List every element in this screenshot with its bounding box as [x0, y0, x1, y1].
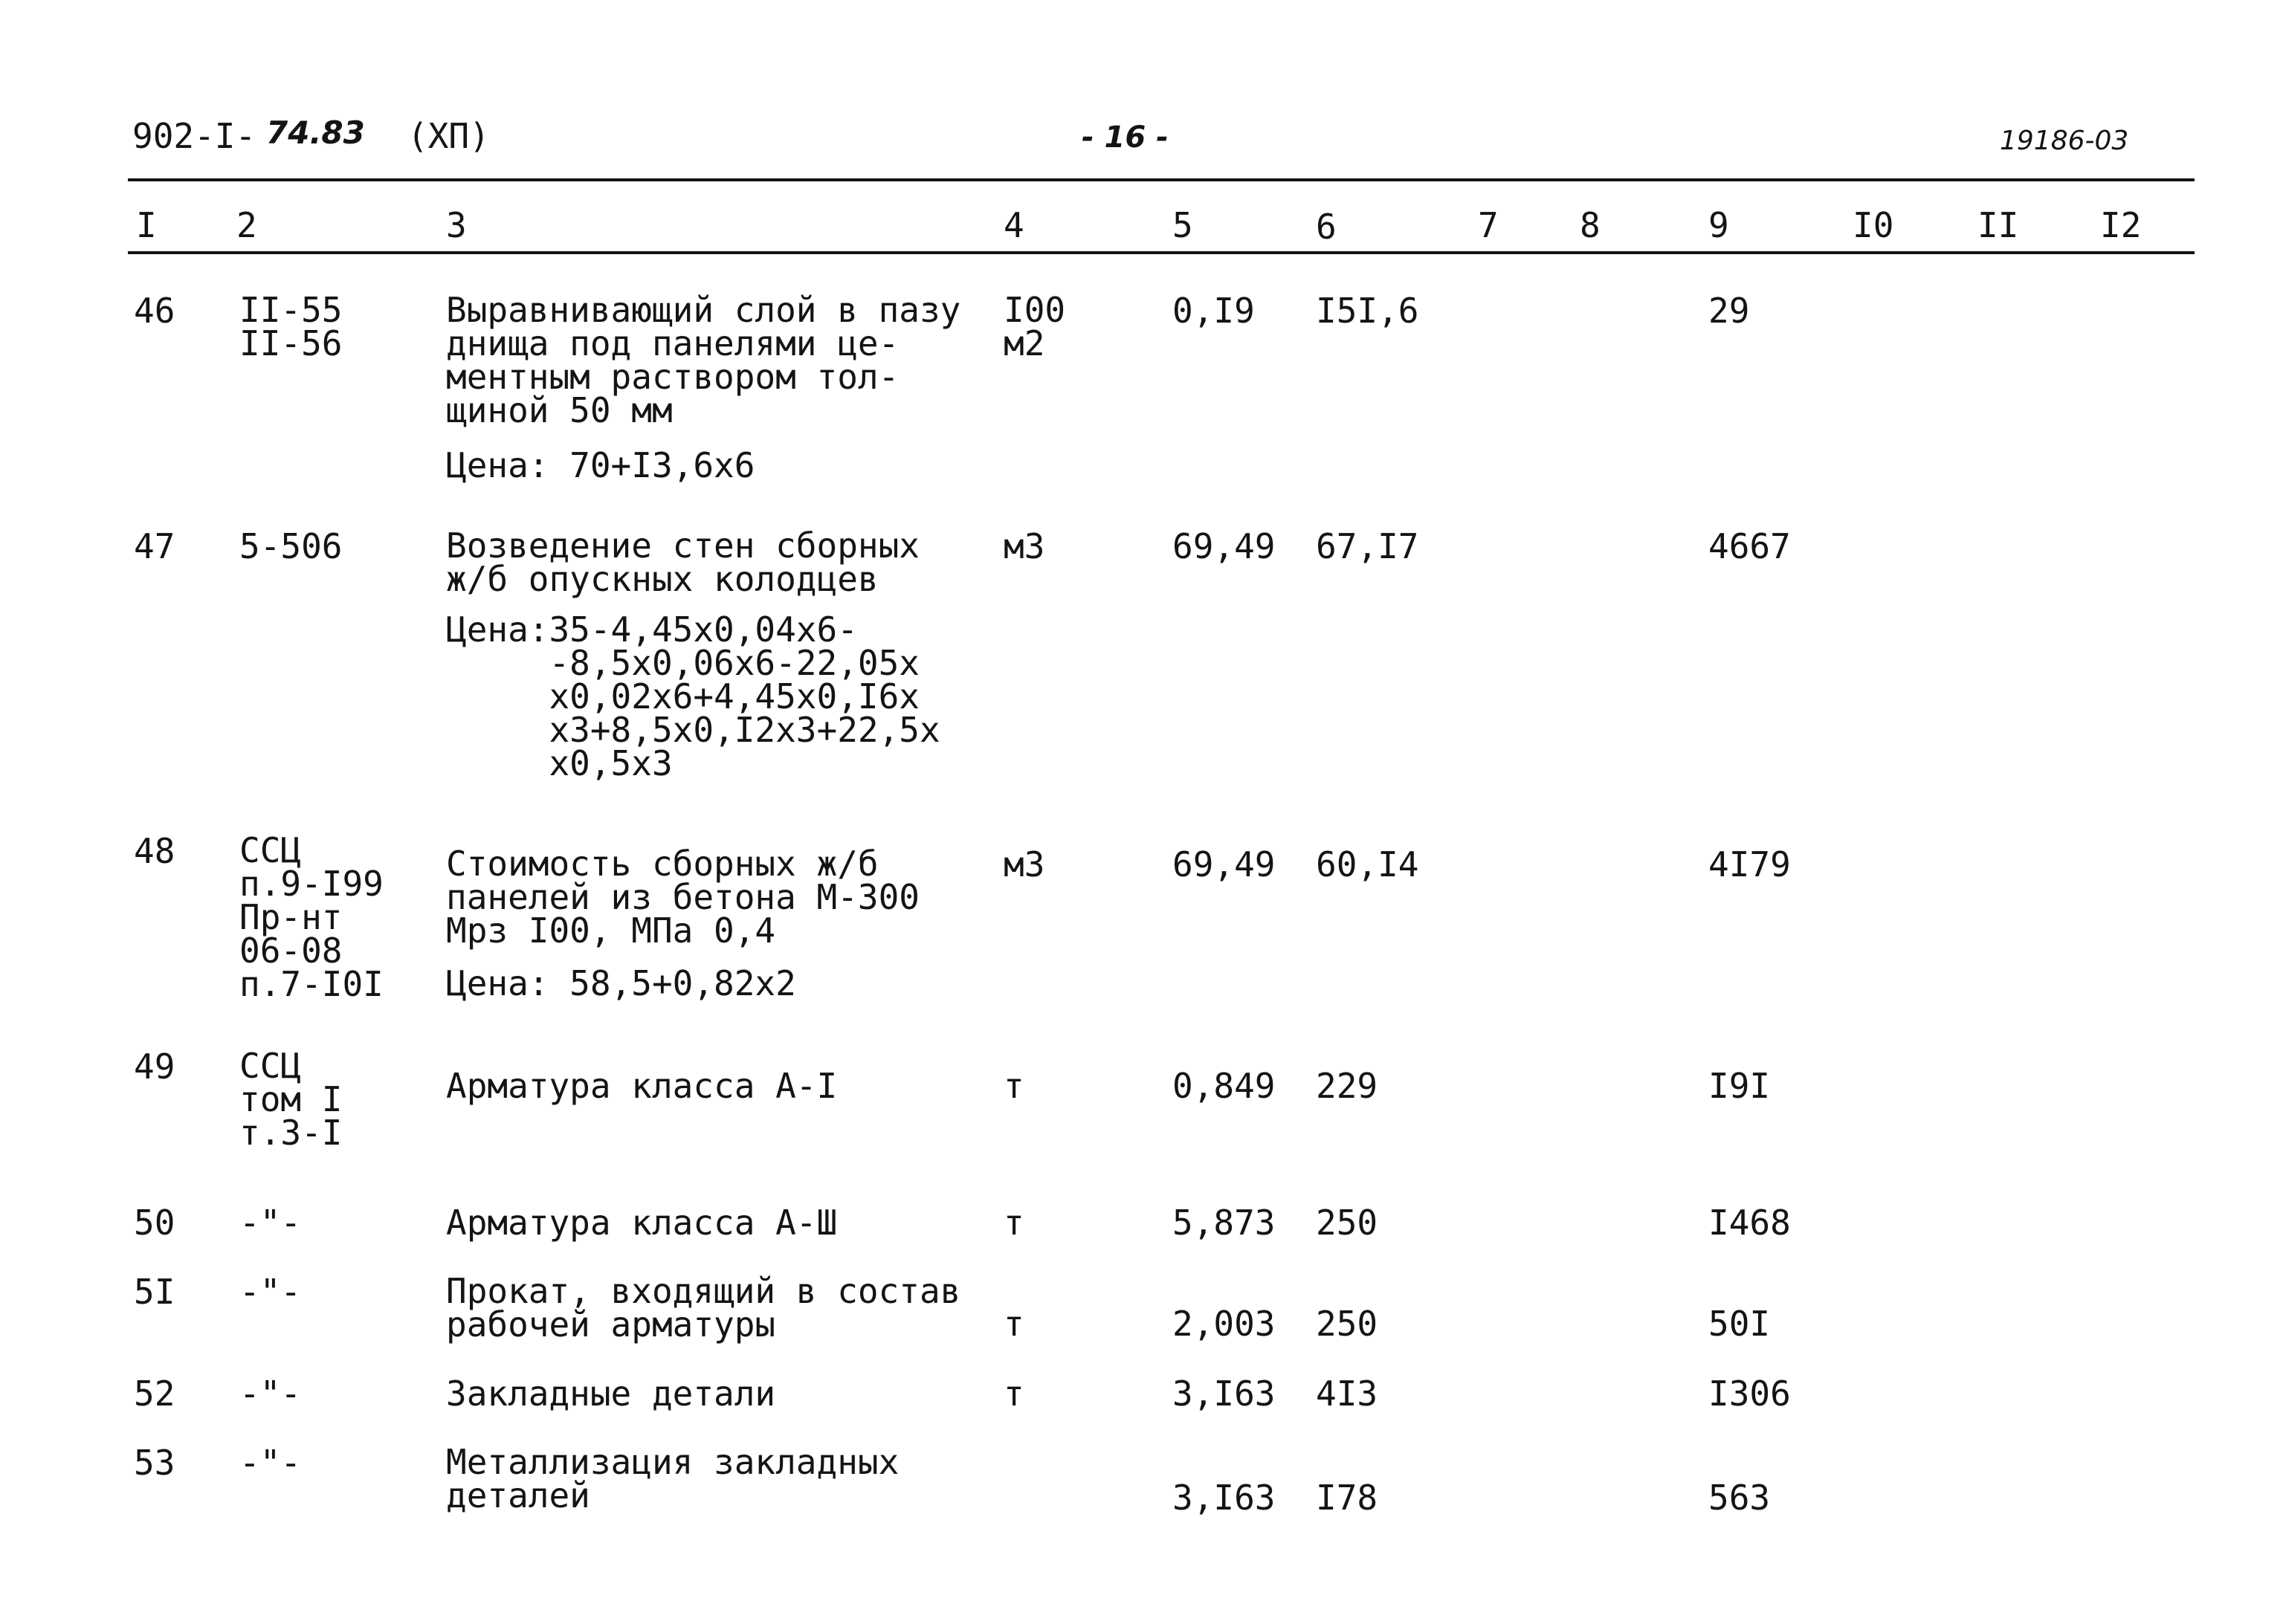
column-header-11: II	[1977, 205, 2019, 245]
row-49-total: I9I	[1708, 1066, 1771, 1106]
row-49-number: 49	[134, 1046, 175, 1087]
row-48-quantity: 69,49	[1172, 844, 1276, 884]
row-48-total: 4I79	[1708, 844, 1791, 884]
column-header-7: 7	[1478, 205, 1499, 245]
column-header-6: 6	[1316, 207, 1337, 247]
page-number: - 16 -	[1082, 120, 1169, 155]
inventory-number: 19186-03	[2000, 126, 2129, 156]
row-52-total: I306	[1708, 1374, 1791, 1414]
row-47-price: Цена:35-4,45х0,04х6- -8,5х0,06х6-22,05х х0,02х6+4,45х0,I6х х3+8,5х0,I2х3+22,5х х0,5х3	[446, 609, 940, 783]
row-47-quantity: 69,49	[1172, 526, 1276, 566]
document-code: 902-I-	[132, 116, 256, 156]
volume-label: (XП)	[407, 116, 490, 156]
row-49-name: Арматура класса А-I	[446, 1066, 838, 1106]
row-51-total: 50I	[1708, 1304, 1771, 1344]
column-header-5: 5	[1172, 205, 1193, 245]
row-51-number: 5I	[134, 1272, 175, 1312]
row-52-name: Закладные детали	[446, 1374, 776, 1414]
row-50-quantity: 5,873	[1172, 1203, 1276, 1243]
header-rule	[128, 178, 2195, 181]
row-48-number: 48	[134, 831, 175, 871]
row-50-total: I468	[1708, 1203, 1791, 1243]
row-47-number: 47	[134, 526, 175, 566]
column-header-rule	[128, 251, 2195, 254]
row-50-number: 50	[134, 1203, 175, 1243]
row-48-unit-cost: 60,I4	[1316, 844, 1419, 884]
row-46-price: Цена: 70+I3,6х6	[446, 445, 755, 485]
row-46-quantity: 0,I9	[1172, 291, 1255, 331]
column-header-9: 9	[1708, 205, 1729, 245]
row-50-name: Арматура класса А-Ш	[446, 1203, 838, 1243]
column-header-12: I2	[2100, 205, 2142, 245]
row-52-code: -"-	[239, 1374, 302, 1414]
row-50-unit: т	[1004, 1203, 1024, 1243]
row-48-price: Цена: 58,5+0,82х2	[446, 963, 796, 1003]
row-47-name: Возведение стен сборных ж/б опускных колодцев	[446, 525, 920, 599]
row-50-code: -"-	[239, 1203, 302, 1243]
column-header-8: 8	[1580, 205, 1601, 245]
row-46-code: II-55 II-56	[239, 290, 343, 363]
row-52-quantity: 3,I63	[1172, 1374, 1276, 1414]
row-49-unit-cost: 229	[1316, 1066, 1378, 1106]
row-52-unit-cost: 4I3	[1316, 1374, 1378, 1414]
column-header-3: 3	[446, 205, 467, 245]
row-46-number: 46	[134, 291, 175, 331]
row-53-quantity: 3,I63	[1172, 1478, 1276, 1518]
row-48-unit: м3	[1004, 844, 1045, 884]
row-46-unit: I00 м2	[1004, 290, 1066, 363]
row-52-unit: т	[1004, 1374, 1024, 1414]
row-46-name: Выравнивающий слой в пазу днища под панелями це- ментным раствором тол- щиной 50 мм	[446, 290, 961, 430]
row-53-total: 563	[1708, 1478, 1771, 1518]
row-51-unit: т	[1004, 1304, 1024, 1344]
row-49-code: ССЦ том I т.3-I	[239, 1046, 343, 1153]
row-49-unit: т	[1004, 1066, 1024, 1106]
row-46-total: 29	[1708, 291, 1750, 331]
column-header-1: I	[136, 205, 157, 245]
row-51-name: Прокат, входящий в состав рабочей арматуры	[446, 1271, 961, 1345]
row-53-name: Металлизация закладных деталей	[446, 1442, 900, 1515]
row-46-unit-cost: I5I,6	[1316, 291, 1419, 331]
row-47-code: 5-506	[239, 526, 343, 566]
row-47-total: 4667	[1708, 526, 1791, 566]
row-48-name: Стоимость сборных ж/б панелей из бетона М-300 Мрз I00, МПа 0,4	[446, 844, 920, 951]
row-48-code: ССЦ п.9-I99 Пр-нт 06-08 п.7-I0I	[239, 830, 384, 1004]
row-51-quantity: 2,003	[1172, 1304, 1276, 1344]
row-51-code: -"-	[239, 1272, 302, 1312]
document-code-handwritten: 74.83	[266, 114, 365, 151]
row-49-quantity: 0,849	[1172, 1066, 1276, 1106]
row-53-unit-cost: I78	[1316, 1478, 1378, 1518]
column-header-2: 2	[236, 205, 257, 245]
row-50-unit-cost: 250	[1316, 1203, 1378, 1243]
row-47-unit-cost: 67,I7	[1316, 526, 1419, 566]
row-53-code: -"-	[239, 1443, 302, 1483]
row-47-unit: м3	[1004, 526, 1045, 566]
column-header-4: 4	[1004, 205, 1024, 245]
row-51-unit-cost: 250	[1316, 1304, 1378, 1344]
row-53-number: 53	[134, 1443, 175, 1483]
row-52-number: 52	[134, 1374, 175, 1414]
column-header-10: I0	[1853, 205, 1894, 245]
